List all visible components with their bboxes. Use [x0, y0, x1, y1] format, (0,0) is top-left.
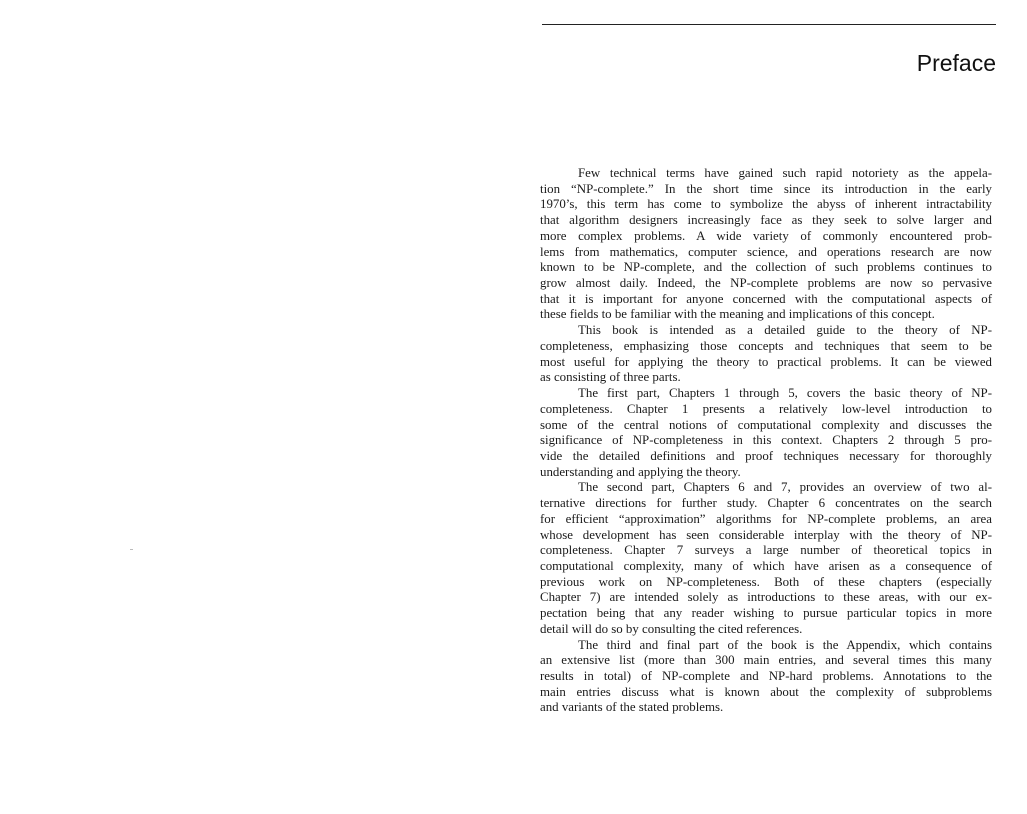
body-line: detail will do so by consulting the cited references. — [540, 621, 803, 636]
body-line: more complex problems. A wide variety of commonly encountered prob- — [540, 228, 992, 243]
body-line: computational complexity, many of which have arisen as a consequence of — [540, 558, 992, 573]
body-line: that it is important for anyone concerned with the computational aspects of — [540, 291, 992, 306]
body-line: an extensive list (more than 300 main entries, and several times this many — [540, 653, 992, 668]
body-line: for efficient “approximation” algorithms for NP-complete problems, an area — [540, 511, 992, 526]
page-title: Preface — [916, 50, 996, 76]
preface-body-text — [540, 166, 992, 716]
body-line: completeness. Chapter 7 surveys a large number of theoretical topics in — [540, 543, 992, 558]
body-line: whose development has seen considerable interplay with the theory of NP- — [540, 527, 992, 542]
body-line: completeness. Chapter 1 presents a relatively low-level introduction to — [540, 401, 992, 416]
scan-speck — [130, 549, 133, 550]
body-line: The third and final part of the book is the Appendix, which contains — [578, 637, 992, 652]
body-line: pectation being that any reader wishing to pursue particular topics in more — [540, 606, 992, 621]
body-line: The second part, Chapters 6 and 7, provides an overview of two al- — [578, 480, 992, 495]
body-line: and variants of the stated problems. — [540, 700, 724, 715]
body-line: Chapter 7) are intended solely as introductions to these areas, with our ex- — [540, 590, 992, 605]
body-line: completeness, emphasizing those concepts and techniques that seem to be — [540, 338, 992, 353]
body-line: vide the detailed definitions and proof techniques necessary for thoroughly — [540, 448, 992, 463]
body-line: significance of NP-completeness in this context. Chapters 2 through 5 pro- — [540, 433, 992, 448]
body-line: known to be NP-complete, and the collection of such problems continues to — [540, 260, 992, 275]
body-line: ternative directions for further study. Chapter 6 concentrates on the search — [540, 496, 992, 511]
body-line: This book is intended as a detailed guide to the theory of NP- — [578, 323, 992, 338]
body-line: results in total) of NP-complete and NP-hard problems. Annotations to the — [540, 669, 992, 683]
body-line: that algorithm designers increasingly face as they seek to solve larger and — [540, 213, 992, 228]
body-line: lems from mathematics, computer science, and operations research are now — [540, 244, 992, 259]
body-line: previous work on NP-completeness. Both of these chapters (especially — [540, 574, 992, 589]
body-line: understanding and applying the theory. — [540, 464, 741, 479]
body-line: 1970’s, this term has come to symbolize the abyss of inherent intractability — [540, 197, 992, 212]
body-line: tion “NP-complete.” In the short time since its introduction in the early — [540, 181, 992, 196]
body-line: most useful for applying the theory to practical problems. It can be viewed — [540, 354, 992, 369]
body-line: Few technical terms have gained such rapid notoriety as the appela- — [578, 166, 992, 180]
body-line: as consisting of three parts. — [540, 370, 681, 385]
body-line: main entries discuss what is known about the complexity of subproblems — [540, 684, 992, 699]
body-line: these fields to be familiar with the meaning and implications of this concept. — [540, 307, 935, 322]
body-line: grow almost daily. Indeed, the NP-complete problems are now so pervasive — [540, 276, 992, 291]
body-line: The first part, Chapters 1 through 5, covers the basic theory of NP- — [578, 386, 992, 401]
body-line: some of the central notions of computational complexity and discusses the — [540, 417, 992, 432]
header-rule — [542, 24, 996, 25]
